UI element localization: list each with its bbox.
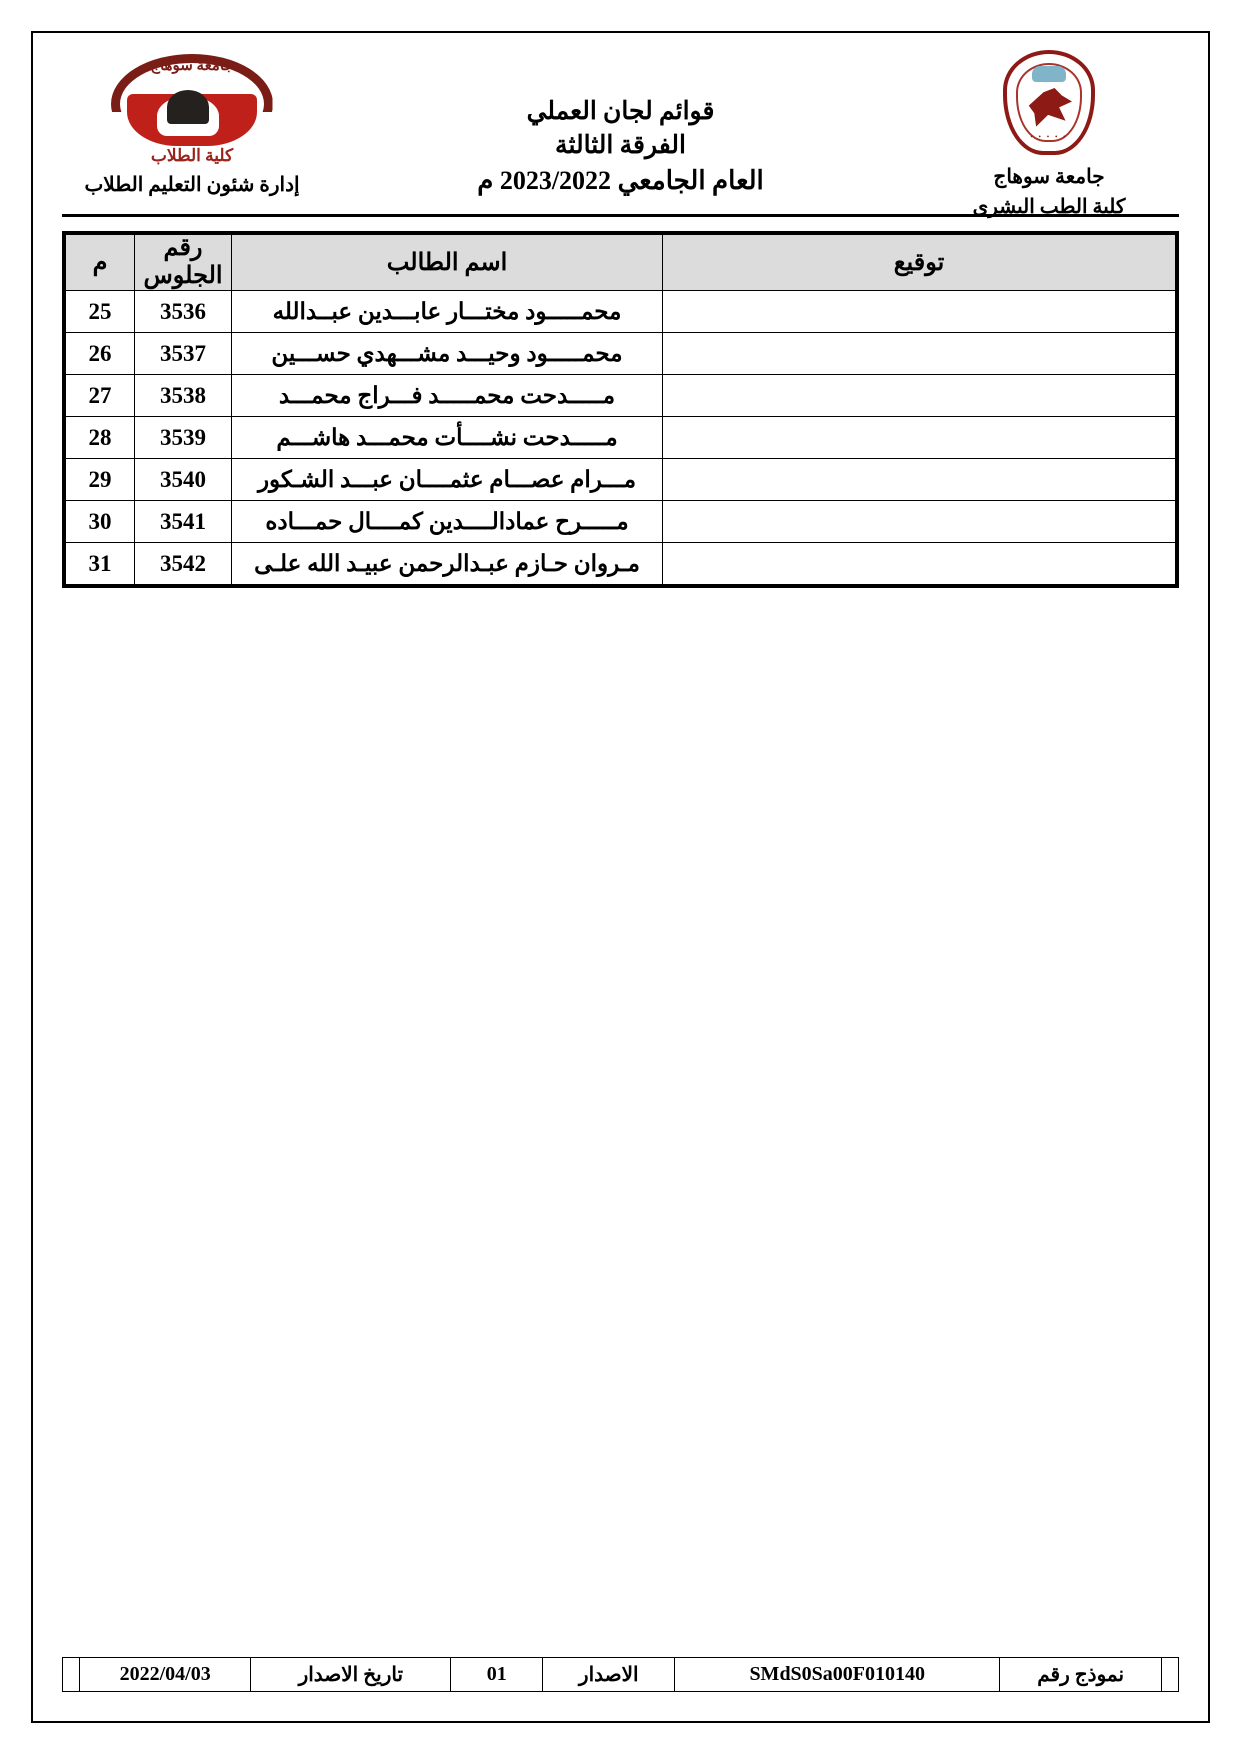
footer-row (63, 1658, 1179, 1692)
cell-seat-number: 3542 (135, 543, 232, 585)
page-content (62, 50, 1179, 1704)
cell-serial: 25 (66, 291, 135, 333)
cell-seat-number: 3536 (135, 291, 232, 333)
table-row (66, 375, 1176, 417)
cell-signature[interactable] (663, 417, 1176, 459)
column-header-student-name: اسم الطالب (232, 235, 663, 291)
page-title: قوائم لجان العملي (526, 98, 715, 125)
cell-serial: 31 (66, 543, 135, 585)
cell-serial: 27 (66, 375, 135, 417)
table-row (66, 543, 1176, 585)
cell-serial: 30 (66, 501, 135, 543)
footer-spacer (63, 1658, 80, 1692)
cell-student-name: مـــــدحت محمـــــد فـــراج محمـــد (232, 375, 663, 417)
document-footer (62, 1657, 1179, 1692)
footer-spacer (1162, 1658, 1179, 1692)
footer-form-code: SMdS0Sa00F010140 (675, 1658, 1000, 1692)
cell-serial: 26 (66, 333, 135, 375)
footer-issue-date-label: تاريخ الاصدار (251, 1658, 451, 1692)
table-row (66, 417, 1176, 459)
table-header-row (66, 235, 1176, 291)
academic-year: العام الجامعي 2023/2022 م (477, 165, 764, 195)
cell-student-name: محمـــــود مختـــار عابـــدين عبــدالله (232, 291, 663, 333)
cell-student-name: محمـــــود وحيـــد مشـــهدي حســـين (232, 333, 663, 375)
cell-seat-number: 3538 (135, 375, 232, 417)
faculty-name: كلية الطب البشرى (972, 196, 1126, 218)
cell-student-name: مـروان حـازم عبـدالرحمن عبيـد الله علـى (232, 543, 663, 585)
cell-signature[interactable] (663, 375, 1176, 417)
cell-seat-number: 3540 (135, 459, 232, 501)
column-header-signature: توقيع (663, 235, 1176, 291)
footer-form-number-label: نموذج رقم (1000, 1658, 1162, 1692)
faculty-logo-bottom-text: كلية الطلاب (150, 146, 234, 165)
students-table-container (62, 231, 1179, 588)
faculty-logo-block (62, 50, 322, 197)
cell-signature[interactable] (663, 501, 1176, 543)
cell-serial: 29 (66, 459, 135, 501)
table-row (66, 501, 1176, 543)
cell-seat-number: 3541 (135, 501, 232, 543)
table-row (66, 459, 1176, 501)
cell-signature[interactable] (663, 543, 1176, 585)
cell-signature[interactable] (663, 459, 1176, 501)
faculty-logo-icon (105, 50, 280, 168)
cell-signature[interactable] (663, 291, 1176, 333)
document-header (62, 50, 1179, 218)
footer-issue-number: 01 (451, 1658, 543, 1692)
university-block (919, 50, 1179, 222)
cell-serial: 28 (66, 417, 135, 459)
cell-student-name: مـــــدحت نشــــأت محمـــد هاشـــم (232, 417, 663, 459)
page-subtitle: الفرقة الثالثة (555, 131, 686, 159)
column-header-seat-number: رقم الجلوس (135, 235, 232, 291)
students-table (65, 234, 1176, 585)
table-body (66, 291, 1176, 585)
header-titles (322, 50, 919, 198)
column-header-serial: م (66, 235, 135, 291)
cell-seat-number: 3539 (135, 417, 232, 459)
university-name: جامعة سوهاج (993, 166, 1105, 188)
university-crest-icon: • • • • • (1003, 50, 1095, 155)
footer-table (62, 1657, 1179, 1692)
department-name: إدارة شئون التعليم الطلاب (84, 174, 300, 196)
faculty-logo-top-text: جامعة سوهاج (150, 58, 234, 74)
footer-issue-date: 2022/04/03 (80, 1658, 251, 1692)
cell-student-name: مـــــرح عمادالــــدين كمــــال حمـــاده (232, 501, 663, 543)
table-row (66, 291, 1176, 333)
footer-issue-label: الاصدار (543, 1658, 675, 1692)
cell-seat-number: 3537 (135, 333, 232, 375)
table-row (66, 333, 1176, 375)
cell-signature[interactable] (663, 333, 1176, 375)
cell-student-name: مـــرام عصـــام عثمــــان عبـــد الشـكور (232, 459, 663, 501)
table-head (66, 235, 1176, 291)
